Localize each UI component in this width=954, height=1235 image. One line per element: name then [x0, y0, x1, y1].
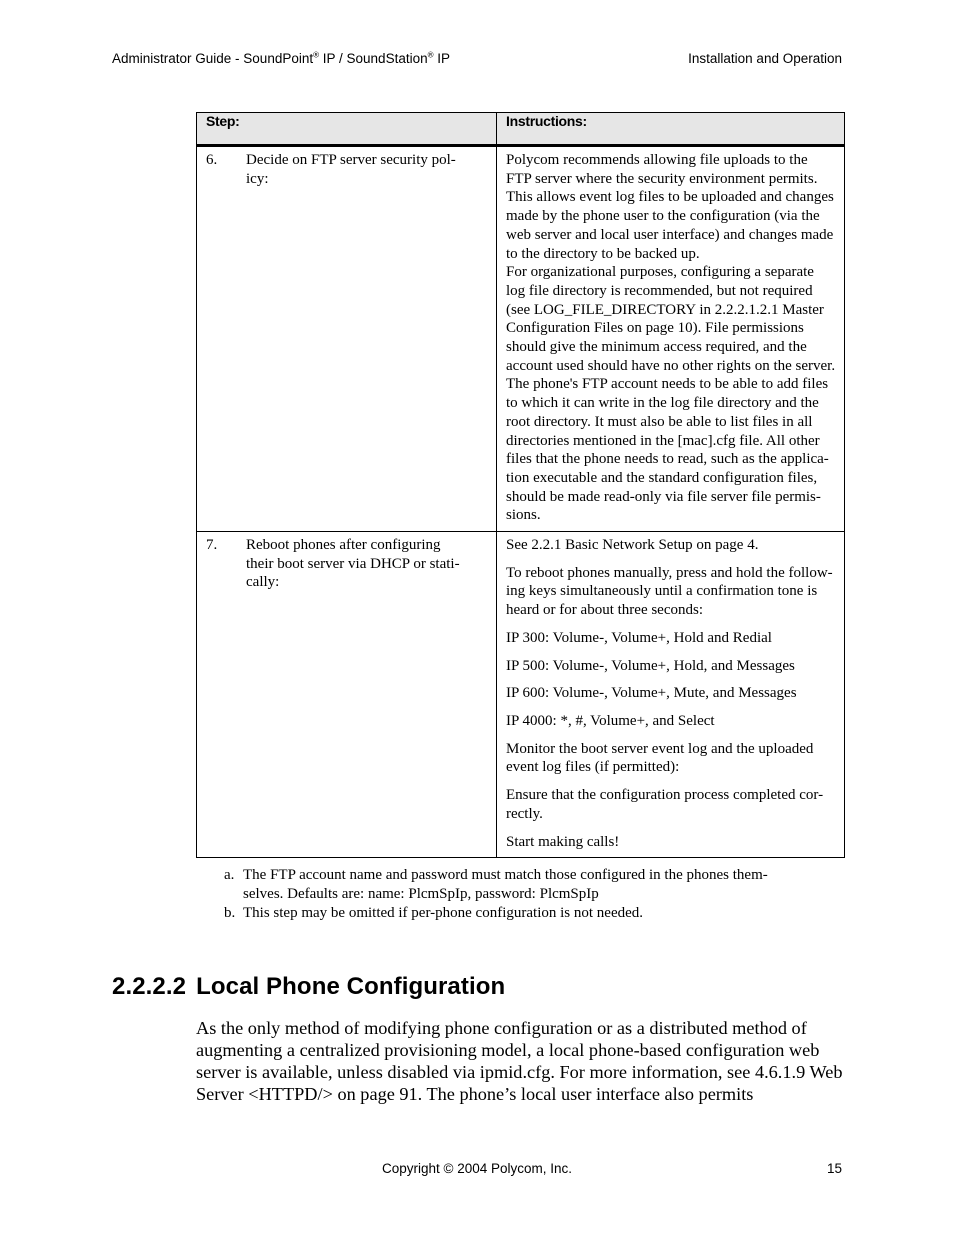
instruction-paragraph: Polycom recommends allowing file uploads to the FTP server where the security environment permits. This allows event log files to be uploaded and changes made by the phone user to the configuration (via the web server and local user interface) and changes made to the directory to be backed up. [506, 152, 834, 262]
instructions-column-header: Instructions: [497, 113, 845, 146]
footnote [224, 904, 824, 923]
running-header [112, 51, 842, 71]
instruction-paragraph: To reboot phones manually, press and hold the follow-ing keys simultaneously until a confirmation tone is heard or for about three seconds: [506, 564, 833, 619]
instruction-paragraph: IP 500: Volume-, Volume+, Hold, and Messages [506, 657, 795, 674]
instruction-paragraph: The phone's FTP account needs to be able to add files to which it can write in the log file directory and the root directory. It must also be able to list files in all directories mentioned in the [mac].cfg file. All other files that the phone needs to read, such as the applica-tion executable and the standard configuration files, should be made read-only via file server file permis-sions. [506, 376, 829, 524]
instruction-paragraph: Start making calls! [506, 833, 620, 850]
registered-mark: ® [313, 50, 320, 60]
header-guide-prefix: Administrator Guide - SoundPoint [112, 51, 314, 66]
footnote [224, 866, 824, 904]
section-title: Local Phone Configuration [196, 973, 506, 1000]
footnote-mark: a. [224, 867, 235, 883]
copyright-text: Copyright © 2004 Polycom, Inc. [381, 1161, 573, 1176]
page-number: 15 [826, 1161, 842, 1176]
table-row [197, 532, 845, 858]
step-text: Decide on FTP server security pol-icy: [246, 152, 456, 187]
instruction-paragraph: IP 4000: *, #, Volume+, and Select [506, 712, 715, 729]
section-number: 2.2.2.2 [112, 973, 187, 1000]
steps-table [196, 112, 845, 858]
step-cell [197, 532, 497, 858]
instructions-cell [497, 146, 845, 532]
instruction-paragraph: Ensure that the configuration process completed cor-rectly. [506, 787, 824, 822]
instruction-paragraph: For organizational purposes, configuring a separate log file directory is recommended, but not required (see LOG_FILE_DIRECTORY in 2.2.2.1.2.1 Master Configuration Files on page 10). File permissions should give the minimum access required, and the account used should have no other rights on the server. [506, 264, 836, 374]
step-text: Reboot phones after configuring their boot server via DHCP or stati-cally: [246, 537, 460, 591]
step-number: 6. [206, 152, 218, 168]
footnote-text: The FTP account name and password must match those configured in the phones them-selves. Defaults are: name: PlcmSpIp, password: PlcmSpIp [243, 867, 768, 902]
header-section-name: Installation and Operation [688, 51, 842, 66]
step-cell [197, 146, 497, 532]
instructions-cell [497, 532, 845, 858]
registered-mark: ® [427, 50, 434, 60]
instruction-paragraph: See 2.2.1 Basic Network Setup on page 4. [506, 537, 759, 554]
footnote-text: This step may be omitted if per-phone configuration is not needed. [243, 905, 644, 921]
table-row [197, 146, 845, 532]
table-header-row [197, 113, 845, 146]
table-footnotes [224, 866, 824, 923]
step-number: 7. [206, 537, 218, 554]
instruction-paragraph: Monitor the boot server event log and the uploaded event log files (if permitted): [506, 740, 814, 776]
header-guide-suffix: IP [433, 51, 451, 66]
body-paragraph: As the only method of modifying phone configuration or as a distributed method of augmenting a centralized provisioning model, a local phone-based configuration web server is available, unless disabled via ipmid.cfg. For more information, see 4.6.1.9 Web Server <HTTPD/> on page 91. The phone’s local user interface also permits [196, 1018, 843, 1104]
section-heading [112, 973, 505, 1001]
step-column-header: Step: [197, 113, 497, 146]
instruction-paragraph: IP 300: Volume-, Volume+, Hold and Redial [506, 629, 772, 646]
footnote-mark: b. [224, 905, 236, 921]
header-guide-middle: IP / SoundStation [319, 51, 428, 66]
instruction-paragraph: IP 600: Volume-, Volume+, Mute, and Messages [506, 685, 797, 702]
header-guide-title [112, 51, 450, 66]
